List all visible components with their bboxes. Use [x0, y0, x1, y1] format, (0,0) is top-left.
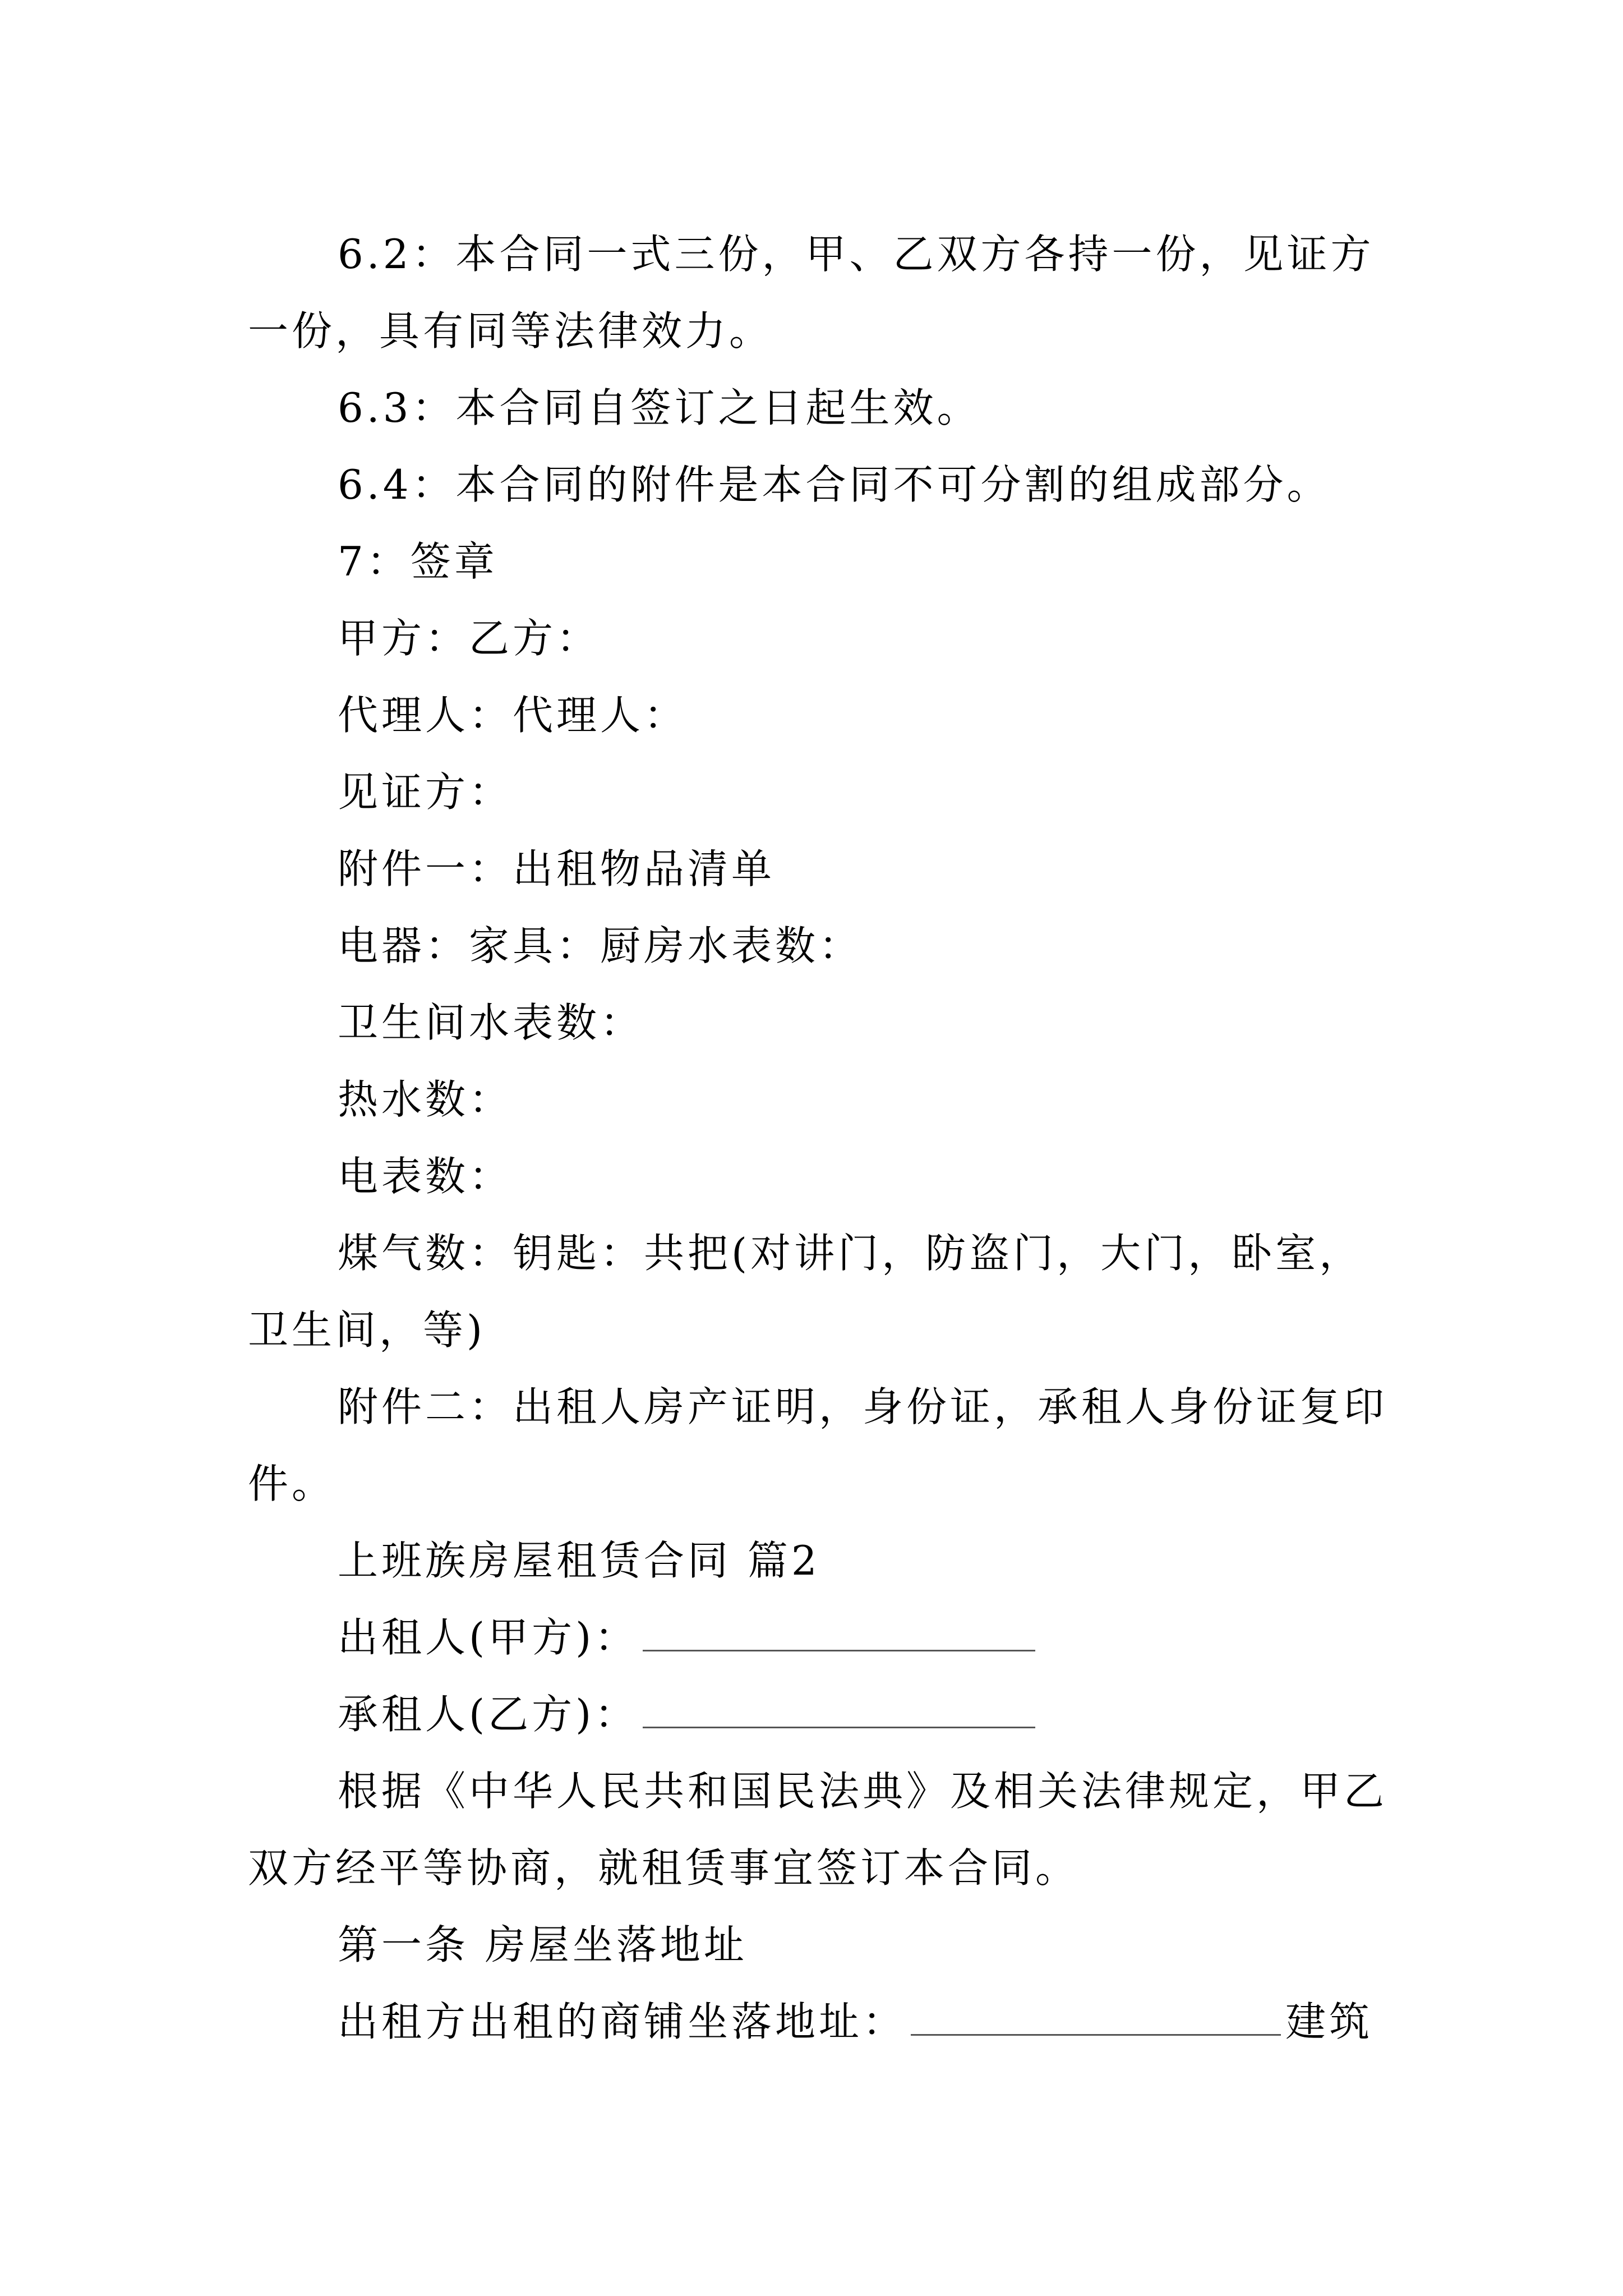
clause-6-3: 6.3：本合同自签订之日起生效。 [338, 384, 981, 431]
article-1-title: 第一条 房屋坐落地址 [338, 1921, 748, 1968]
witness-line: 见证方： [338, 769, 513, 816]
lessee-blank [643, 1693, 1035, 1728]
section-7-signature: 7：签章 [338, 538, 498, 585]
contract-2-title: 上班族房屋租赁合同 篇2 [338, 1537, 820, 1584]
lessee-label: 承租人(乙方)： [338, 1691, 639, 1738]
address-suffix: 建筑 [1285, 1998, 1373, 2045]
address-blank [911, 2000, 1281, 2036]
appliances-line: 电器：家具：厨房水表数： [338, 922, 863, 969]
attachment-2-line: 附件二：出租人房产证明，身份证，承租人身份证复印件。 [248, 1383, 1388, 1507]
gas-keys-line: 煤气数：钥匙：共把(对讲门，防盗门，大门，卧室，卫生间，等) [248, 1230, 1363, 1354]
document-body [248, 216, 1392, 2060]
lessor-field [248, 1599, 1392, 1676]
lessor-blank [643, 1616, 1035, 1651]
attachment-1-title: 附件一：出租物品清单 [338, 845, 776, 892]
electric-meter-line: 电表数： [338, 1153, 513, 1200]
hot-water-line: 热水数： [338, 1076, 513, 1123]
clause-6-2: 6.2：本合同一式三份，甲、乙双方各持一份，见证方一份，具有同等法律效力。 [248, 231, 1375, 355]
agent-line: 代理人：代理人： [338, 692, 688, 739]
clause-6-4: 6.4：本合同的附件是本合同不可分割的组成部分。 [338, 461, 1331, 508]
address-label: 出租方出租的商铺坐落地址： [338, 1998, 907, 2045]
party-line: 甲方：乙方： [338, 615, 601, 662]
contract-intro: 根据《中华人民共和国民法典》及相关法律规定，甲乙双方经平等协商，就租赁事宜签订本合同。 [248, 1768, 1388, 1892]
address-field [248, 1984, 1392, 2060]
lessor-label: 出租人(甲方)： [338, 1614, 639, 1661]
bathroom-water-meter-line: 卫生间水表数： [338, 999, 644, 1046]
lessee-field [248, 1676, 1392, 1753]
